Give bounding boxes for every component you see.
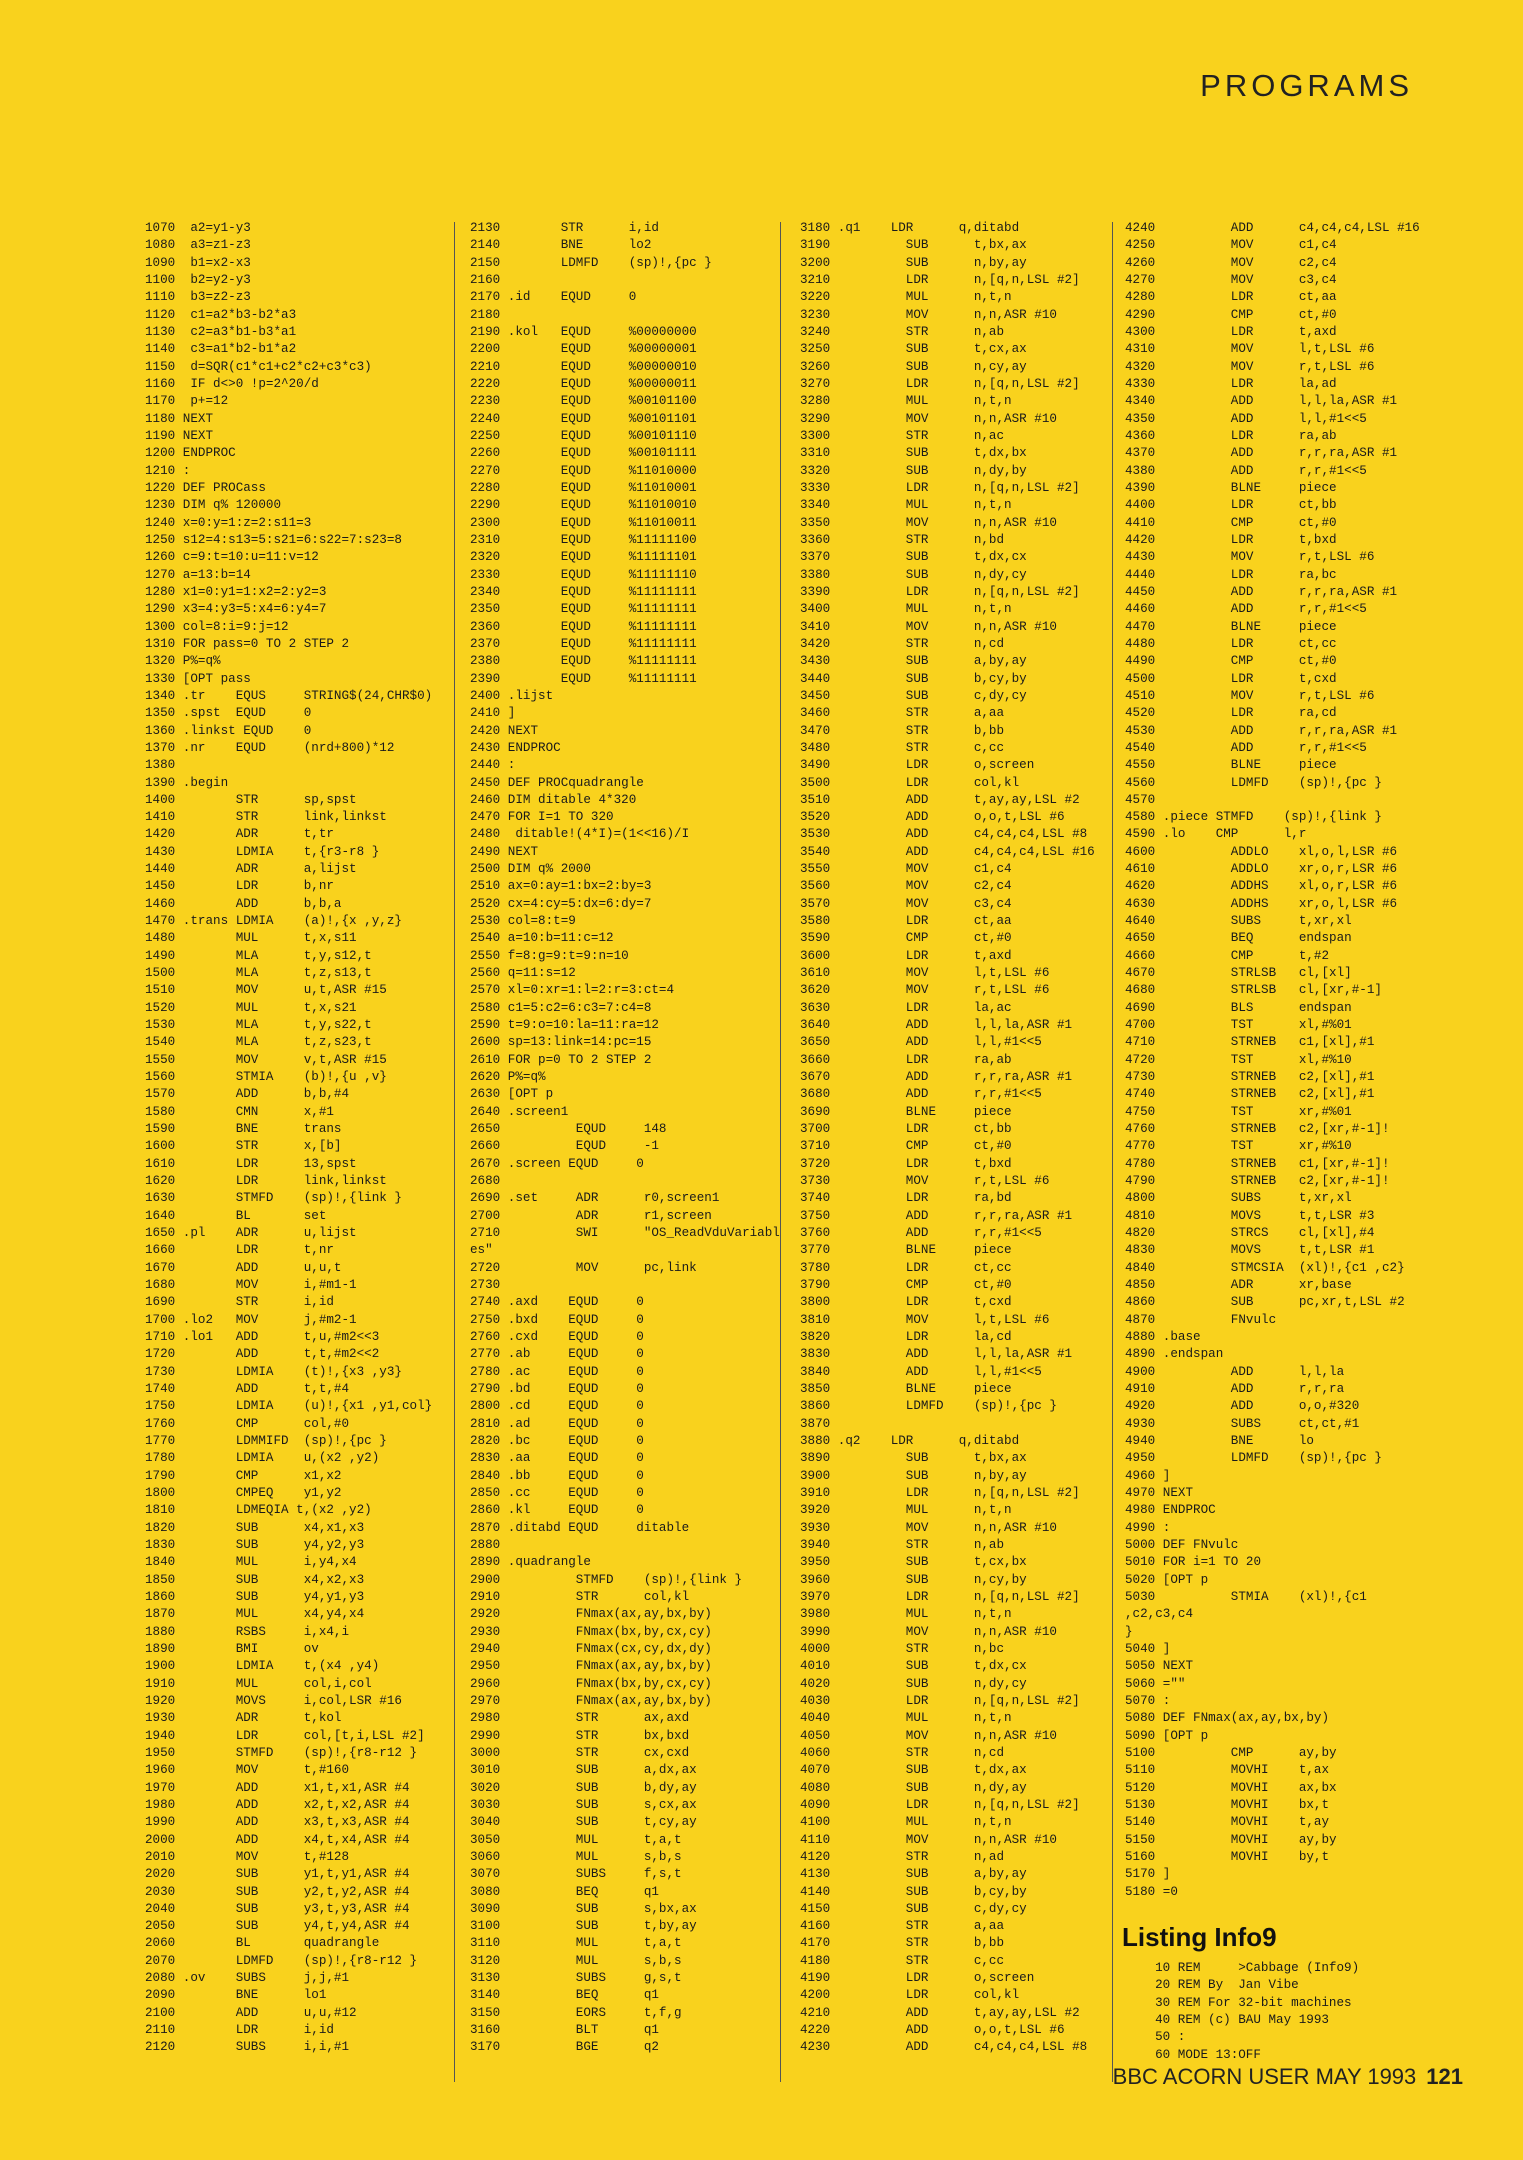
- column-divider: [454, 222, 455, 2082]
- code-column-1: 1070 a2=y1-y3 1080 a3=z1-z3 1090 b1=x2-x3 1100 b2=y2-y3 1110 b3=z2-z3 1120 c1=a2*b3-b2*a3 1130 c2=a3*b1-b3*a1 1140 c3=a1*b2-b1*a2 1150 d=SQR(c1*c1+c2*c2+c3*c3) 1160 IF d<>0 !p=2^20/d 1170 p+=12 1180 NEXT 1190 NEXT 1200 ENDPROC 1210 : 1220 DEF PROCass 1230 DIM q% 120000 1240 x=0:y=1:z=2:s11=3 1250 s12=4:s13=5:s21=6:s22=7:s23=8 1260 c=9:t=10:u=11:v=12 1270 a=13:b=14 1280 x1=0:y1=1:x2=2:y2=3 1290 x3=4:y3=5:x4=6:y4=7 1300 col=8:i=9:j=12 1310 FOR pass=0 TO 2 STEP 2 1320 P%=q% 1330 [OPT pass 1340 .tr EQUS STRING$(24,CHR$0) 1350 .spst EQUD 0 1360 .linkst EQUD 0 1370 .nr EQUD (nrd+800)*12 1380 1390 .begin 1400 STR sp,spst 1410 STR link,linkst 1420 ADR t,tr 1430 LDMIA t,{r3-r8 } 1440 ADR a,lijst 1450 LDR b,nr 1460 ADD b,b,a 1470 .trans LDMIA (a)!,{x ,y,z} 1480 MUL t,x,s11 1490 MLA t,y,s12,t 1500 MLA t,z,s13,t 1510 MOV u,t,ASR #15 1520 MUL t,x,s21 1530 MLA t,y,s22,t 1540 MLA t,z,s23,t 1550 MOV v,t,ASR #15 1560 STMIA (b)!,{u ,v} 1570 ADD b,b,#4 1580 CMN x,#1 1590 BNE trans 1600 STR x,[b] 1610 LDR 13,spst 1620 LDR link,linkst 1630 STMFD (sp)!,{link } 1640 BL set 1650 .pl ADR u,lijst 1660 LDR t,nr 1670 ADD u,u,t 1680 MOV i,#m1-1 1690 STR i,id 1700 .lo2 MOV j,#m2-1 1710 .lo1 ADD t,u,#m2<<3 1720 ADD t,t,#m2<<2 1730 LDMIA (t)!,{x3 ,y3} 1740 ADD t,t,#4 1750 LDMIA (u)!,{x1 ,y1,col} 1760 CMP col,#0 1770 LDMMIFD (sp)!,{pc } 1780 LDMIA u,(x2 ,y2) 1790 CMP x1,x2 1800 CMPEQ y1,y2 1810 LDMEQIA t,(x2 ,y2) 1820 SUB x4,x1,x3 1830 SUB y4,y2,y3 1840 MUL i,y4,x4 1850 SUB x4,x2,x3 1860 SUB y4,y1,y3 1870 MUL x4,y4,x4 1880 RSBS i,x4,i 1890 BMI ov 1900 LDMIA t,(x4 ,y4) 1910 MUL col,i,col 1920 MOVS i,col,LSR #16 1930 ADR t,kol 1940 LDR col,[t,i,LSL #2] 1950 STMFD (sp)!,{r8-r12 } 1960 MOV t,#160 1970 ADD x1,t,x1,ASR #4 1980 ADD x2,t,x2,ASR #4 1990 ADD x3,t,x3,ASR #4 2000 ADD x4,t,x4,ASR #4 2010 MOV t,#128 2020 SUB y1,t,y1,ASR #4 2030 SUB y2,t,y2,ASR #4 2040 SUB y3,t,y3,ASR #4 2050 SUB y4,t,y4,ASR #4 2060 BL quadrangle 2070 LDMFD (sp)!,{r8-r12 } 2080 .ov SUBS j,j,#1 2090 BNE lo1 2100 ADD u,u,#12 2110 LDR i,id 2120 SUBS i,i,#1: [145, 221, 433, 2055]
- page-footer: [1113, 2064, 1463, 2090]
- column-divider: [780, 222, 781, 2082]
- section-header: PROGRAMS: [1200, 68, 1413, 103]
- code-column-3: 3180 .q1 LDR q,ditabd 3190 SUB t,bx,ax 3200 SUB n,by,ay 3210 LDR n,[q,n,LSL #2] 3220 MUL n,t,n 3230 MOV n,n,ASR #10 3240 STR n,ab 3250 SUB t,cx,ax 3260 SUB n,cy,ay 3270 LDR n,[q,n,LSL #2] 3280 MUL n,t,n 3290 MOV n,n,ASR #10 3300 STR n,ac 3310 SUB t,dx,bx 3320 SUB n,dy,by 3330 LDR n,[q,n,LSL #2] 3340 MUL n,t,n 3350 MOV n,n,ASR #10 3360 STR n,bd 3370 SUB t,dx,cx 3380 SUB n,dy,cy 3390 LDR n,[q,n,LSL #2] 3400 MUL n,t,n 3410 MOV n,n,ASR #10 3420 STR n,cd 3430 SUB a,by,ay 3440 SUB b,cy,by 3450 SUB c,dy,cy 3460 STR a,aa 3470 STR b,bb 3480 STR c,cc 3490 LDR o,screen 3500 LDR col,kl 3510 ADD t,ay,ay,LSL #2 3520 ADD o,o,t,LSL #6 3530 ADD c4,c4,c4,LSL #8 3540 ADD c4,c4,c4,LSL #16 3550 MOV c1,c4 3560 MOV c2,c4 3570 MOV c3,c4 3580 LDR ct,aa 3590 CMP ct,#0 3600 LDR t,axd 3610 MOV l,t,LSL #6 3620 MOV r,t,LSL #6 3630 LDR la,ac 3640 ADD l,l,la,ASR #1 3650 ADD l,l,#1<<5 3660 LDR ra,ab 3670 ADD r,r,ra,ASR #1 3680 ADD r,r,#1<<5 3690 BLNE piece 3700 LDR ct,bb 3710 CMP ct,#0 3720 LDR t,bxd 3730 MOV r,t,LSL #6 3740 LDR ra,bd 3750 ADD r,r,ra,ASR #1 3760 ADD r,r,#1<<5 3770 BLNE piece 3780 LDR ct,cc 3790 CMP ct,#0 3800 LDR t,cxd 3810 MOV l,t,LSL #6 3820 LDR la,cd 3830 ADD l,l,la,ASR #1 3840 ADD l,l,#1<<5 3850 BLNE piece 3860 LDMFD (sp)!,{pc } 3870 3880 .q2 LDR q,ditabd 3890 SUB t,bx,ax 3900 SUB n,by,ay 3910 LDR n,[q,n,LSL #2] 3920 MUL n,t,n 3930 MOV n,n,ASR #10 3940 STR n,ab 3950 SUB t,cx,bx 3960 SUB n,cy,by 3970 LDR n,[q,n,LSL #2] 3980 MUL n,t,n 3990 MOV n,n,ASR #10 4000 STR n,bc 4010 SUB t,dx,cx 4020 SUB n,dy,cy 4030 LDR n,[q,n,LSL #2] 4040 MUL n,t,n 4050 MOV n,n,ASR #10 4060 STR n,cd 4070 SUB t,dx,ax 4080 SUB n,dy,ay 4090 LDR n,[q,n,LSL #2] 4100 MUL n,t,n 4110 MOV n,n,ASR #10 4120 STR n,ad 4130 SUB a,by,ay 4140 SUB b,cy,by 4150 SUB c,dy,cy 4160 STR a,aa 4170 STR b,bb 4180 STR c,cc 4190 LDR o,screen 4200 LDR col,kl 4210 ADD t,ay,ay,LSL #2 4220 ADD o,o,t,LSL #6 4230 ADD c4,c4,c4,LSL #8: [800, 221, 1095, 2055]
- column-divider: [1112, 222, 1113, 2082]
- code-column-2: 2130 STR i,id 2140 BNE lo2 2150 LDMFD (sp)!,{pc } 2160 2170 .id EQUD 0 2180 2190 .kol EQUD %00000000 2200 EQUD %00000001 2210 EQUD %00000010 2220 EQUD %00000011 2230 EQUD %00101100 2240 EQUD %00101101 2250 EQUD %00101110 2260 EQUD %00101111 2270 EQUD %11010000 2280 EQUD %11010001 2290 EQUD %11010010 2300 EQUD %11010011 2310 EQUD %11111100 2320 EQUD %11111101 2330 EQUD %11111110 2340 EQUD %11111111 2350 EQUD %11111111 2360 EQUD %11111111 2370 EQUD %11111111 2380 EQUD %11111111 2390 EQUD %11111111 2400 .lijst 2410 ] 2420 NEXT 2430 ENDPROC 2440 : 2450 DEF PROCquadrangle 2460 DIM ditable 4*320 2470 FOR I=1 TO 320 2480 ditable!(4*I)=(1<<16)/I 2490 NEXT 2500 DIM q% 2000 2510 ax=0:ay=1:bx=2:by=3 2520 cx=4:cy=5:dx=6:dy=7 2530 col=8:t=9 2540 a=10:b=11:c=12 2550 f=8:g=9:t=9:n=10 2560 q=11:s=12 2570 xl=0:xr=1:l=2:r=3:ct=4 2580 c1=5:c2=6:c3=7:c4=8 2590 t=9:o=10:la=11:ra=12 2600 sp=13:link=14:pc=15 2610 FOR p=0 TO 2 STEP 2 2620 P%=q% 2630 [OPT p 2640 .screen1 2650 EQUD 148 2660 EQUD -1 2670 .screen EQUD 0 2680 2690 .set ADR r0,screen1 2700 ADR r1,screen 2710 SWI "OS_ReadVduVariabl es" 2720 MOV pc,link 2730 2740 .axd EQUD 0 2750 .bxd EQUD 0 2760 .cxd EQUD 0 2770 .ab EQUD 0 2780 .ac EQUD 0 2790 .bd EQUD 0 2800 .cd EQUD 0 2810 .ad EQUD 0 2820 .bc EQUD 0 2830 .aa EQUD 0 2840 .bb EQUD 0 2850 .cc EQUD 0 2860 .kl EQUD 0 2870 .ditabd EQUD ditable 2880 2890 .quadrangle 2900 STMFD (sp)!,{link } 2910 STR col,kl 2920 FNmax(ax,ay,bx,by) 2930 FNmax(bx,by,cx,cy) 2940 FNmax(cx,cy,dx,dy) 2950 FNmax(ax,ay,bx,by) 2960 FNmax(bx,by,cx,cy) 2970 FNmax(ax,ay,bx,by) 2980 STR ax,axd 2990 STR bx,bxd 3000 STR cx,cxd 3010 SUB a,dx,ax 3020 SUB b,dy,ay 3030 SUB s,cx,ax 3040 SUB t,cy,ay 3050 MUL t,a,t 3060 MUL s,b,s 3070 SUBS f,s,t 3080 BEQ q1 3090 SUB s,bx,ax 3100 SUB t,by,ay 3110 MUL t,a,t 3120 MUL s,b,s 3130 SUBS g,s,t 3140 BEQ q1 3150 EORS t,f,g 3160 BLT q1 3170 BGE q2: [470, 221, 780, 2055]
- page-number: 121: [1426, 2064, 1463, 2089]
- code-column-4: 4240 ADD c4,c4,c4,LSL #16 4250 MOV c1,c4 4260 MOV c2,c4 4270 MOV c3,c4 4280 LDR ct,aa 4290 CMP ct,#0 4300 LDR t,axd 4310 MOV l,t,LSL #6 4320 MOV r,t,LSL #6 4330 LDR la,ad 4340 ADD l,l,la,ASR #1 4350 ADD l,l,#1<<5 4360 LDR ra,ab 4370 ADD r,r,ra,ASR #1 4380 ADD r,r,#1<<5 4390 BLNE piece 4400 LDR ct,bb 4410 CMP ct,#0 4420 LDR t,bxd 4430 MOV r,t,LSL #6 4440 LDR ra,bc 4450 ADD r,r,ra,ASR #1 4460 ADD r,r,#1<<5 4470 BLNE piece 4480 LDR ct,cc 4490 CMP ct,#0 4500 LDR t,cxd 4510 MOV r,t,LSL #6 4520 LDR ra,cd 4530 ADD r,r,ra,ASR #1 4540 ADD r,r,#1<<5 4550 BLNE piece 4560 LDMFD (sp)!,{pc } 4570 4580 .piece STMFD (sp)!,{link } 4590 .lo CMP l,r 4600 ADDLO xl,o,l,LSR #6 4610 ADDLO xr,o,r,LSR #6 4620 ADDHS xl,o,r,LSR #6 4630 ADDHS xr,o,l,LSR #6 4640 SUBS t,xr,xl 4650 BEQ endspan 4660 CMP t,#2 4670 STRLSB cl,[xl] 4680 STRLSB cl,[xr,#-1] 4690 BLS endspan 4700 TST xl,#%01 4710 STRNEB c1,[xl],#1 4720 TST xl,#%10 4730 STRNEB c2,[xl],#1 4740 STRNEB c2,[xl],#1 4750 TST xr,#%01 4760 STRNEB c2,[xr,#-1]! 4770 TST xr,#%10 4780 STRNEB c1,[xr,#-1]! 4790 STRNEB c2,[xr,#-1]! 4800 SUBS t,xr,xl 4810 MOVS t,t,LSR #3 4820 STRCS cl,[xl],#4 4830 MOVS t,t,LSR #1 4840 STMCSIA (xl)!,{c1 ,c2} 4850 ADR xr,base 4860 SUB pc,xr,t,LSL #2 4870 FNvulc 4880 .base 4890 .endspan 4900 ADD l,l,la 4910 ADD r,r,ra 4920 ADD o,o,#320 4930 SUBS ct,ct,#1 4940 BNE lo 4950 LDMFD (sp)!,{pc } 4960 ] 4970 NEXT 4980 ENDPROC 4990 : 5000 DEF FNvulc 5010 FOR i=1 TO 20 5020 [OPT p 5030 STMIA (xl)!,{c1 ,c2,c3,c4 } 5040 ] 5050 NEXT 5060 ="" 5070 : 5080 DEF FNmax(ax,ay,bx,by) 5090 [OPT p 5100 CMP ay,by 5110 MOVHI t,ax 5120 MOVHI ax,bx 5130 MOVHI bx,t 5140 MOVHI t,ay 5150 MOVHI ay,by 5160 MOVHI by,t 5170 ] 5180 =0: [1125, 221, 1420, 1899]
- listing-code: 10 REM >Cabbage (Info9) 20 REM By Jan Vibe 30 REM For 32-bit machines 40 REM (c) BAU May 1993 50 : 60 MODE 13:OFF: [1155, 1961, 1360, 2062]
- footer-text: BBC ACORN USER MAY 1993: [1112, 2064, 1417, 2089]
- listing-title: Listing Info9: [1122, 1922, 1277, 1952]
